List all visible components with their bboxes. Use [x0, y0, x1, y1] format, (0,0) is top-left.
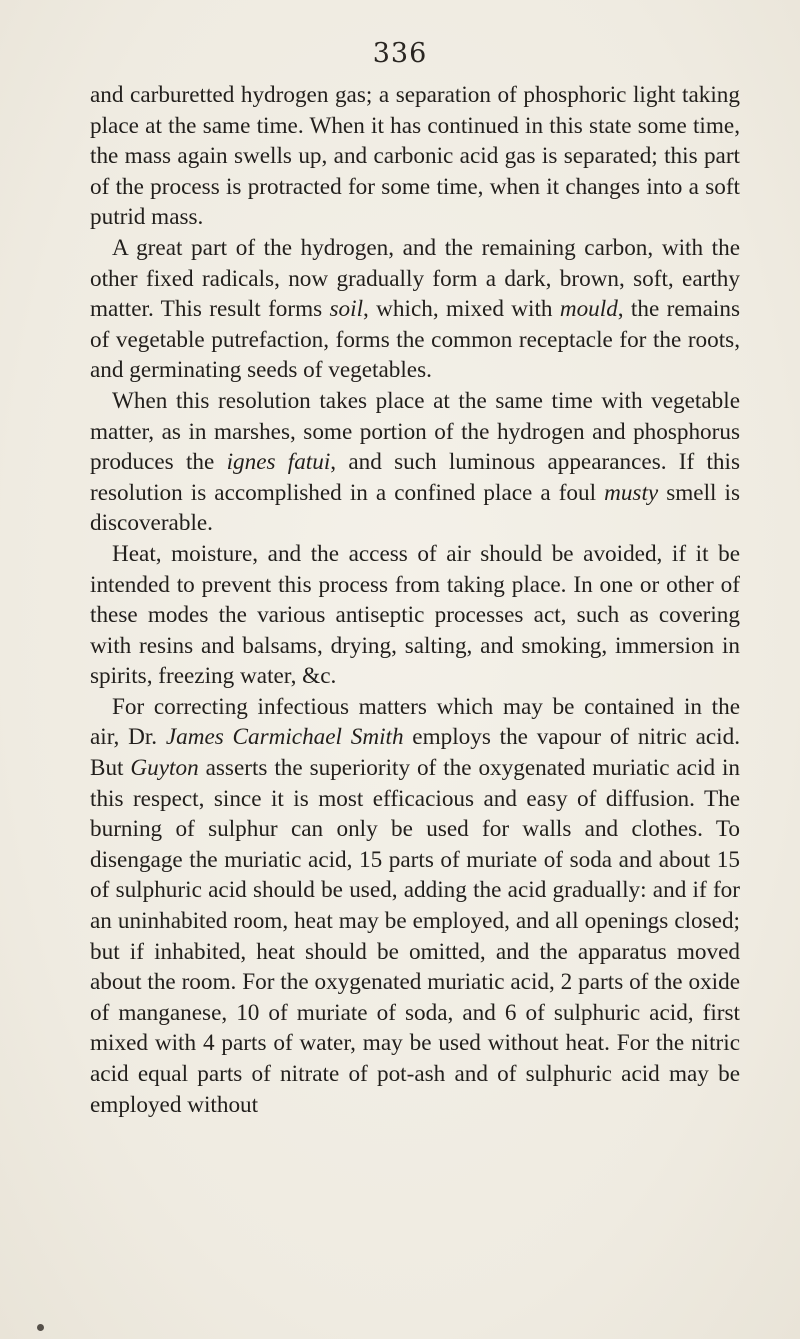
italic-run: mould [559, 296, 618, 323]
text-run: When this resolution takes place at the same time with vegetable matter, as in marshes, some portion of the hydrogen and phosphorus produces the [90, 387, 740, 476]
italic-run: Guyton [130, 755, 199, 782]
italic-run: ignes fatui [226, 449, 331, 476]
text-run: , the remains of vegetable putrefaction, forms the common receptacle for the roots, and germinating seeds of vegetables. [90, 296, 740, 384]
text-run: employs the vapour of nitric acid. But [90, 724, 741, 782]
text-run: , which, mixed with [363, 296, 560, 323]
italic-run: James Carmichael Smith [165, 724, 404, 751]
text-run: A great part of the hydrogen, and the remaining carbon, with the other fixed radicals, now gradually form a dark, brown, soft, earthy matter. This result forms [90, 234, 740, 323]
paragraph [90, 692, 740, 1120]
text-run: asserts the superiority of the oxygenated muriatic acid in this respect, since it is most efficacious and easy of diffusion. The burning of sulphur can only be used for walls and clothes. To disengage the muriatic acid, 15 parts of muriate of soda and about 15 of sulphuric acid should be used, adding the acid gradually: and if for an uninhabited room, heat may be employed, and all openings closed; but if inhabited, heat should be omitted, and the apparatus moved about the room. For the oxygenated muriatic acid, 2 parts of the oxide of manganese, 10 of muriate of soda, and 6 of sulphuric acid, first mixed with 4 parts of water, may be used without heat. For the nitric acid equal parts of nitrate of pot-ash and of sulphuric acid may be employed without [90, 755, 740, 1118]
text-run: , and such luminous appearances. If this resolution is accomplished in a confined place a foul [90, 449, 740, 506]
text-run: smell is discoverable. [90, 479, 740, 537]
italic-run: soil [329, 296, 364, 323]
page-number: 336 [372, 38, 428, 69]
paragraph [90, 80, 740, 233]
paragraph [90, 539, 740, 692]
text-run: Heat, moisture, and the access of air should be avoided, if it be intended to prevent this process from taking place. In one or other of these modes the various antiseptic processes act, such as covering with resins and balsams, drying, salting, and smoking, immersion in spirits, freezing water, &c. [90, 540, 740, 690]
italic-run: musty [604, 479, 659, 506]
paragraph [90, 386, 740, 539]
text-run: and carburetted hydrogen gas; a separation of phosphoric light taking place at the same time. When it has continued in this state some time, the mass again swells up, and carbonic acid gas is separated; this part of the process is protracted for some time, when it changes into a soft putrid mass. [90, 82, 740, 231]
body-text [90, 80, 740, 1120]
ink-spot [37, 1324, 44, 1331]
paragraph [90, 233, 740, 386]
text-run: For correcting infectious matters which may be contained in the air, Dr. [90, 693, 740, 751]
